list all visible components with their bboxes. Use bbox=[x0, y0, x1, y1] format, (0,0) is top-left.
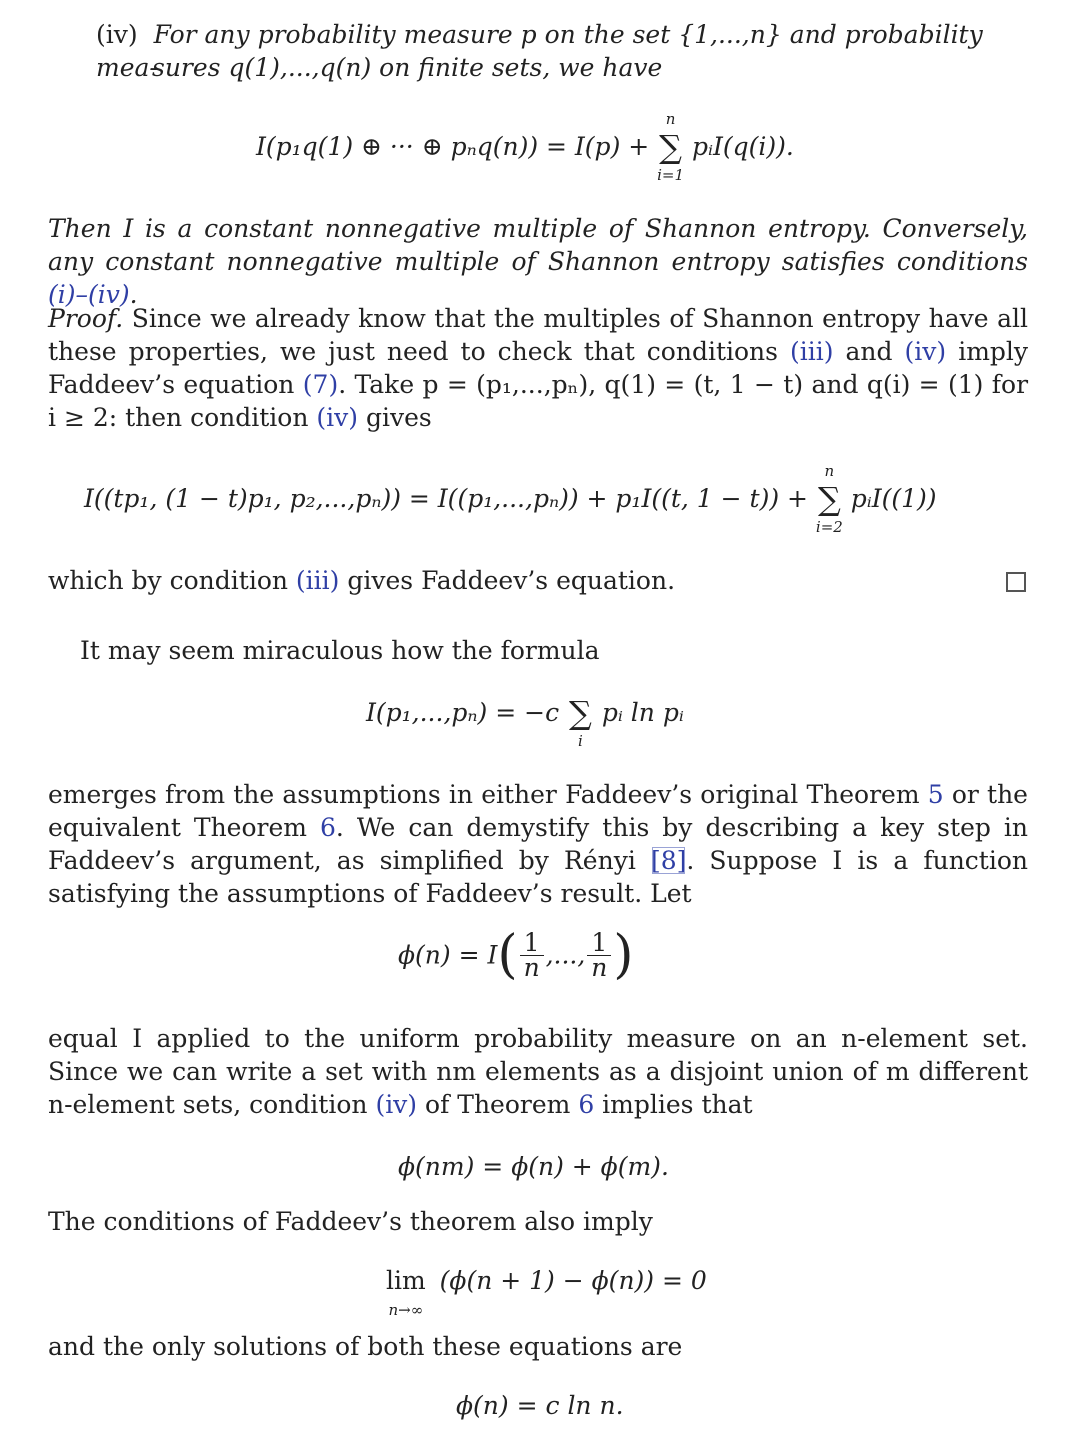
qed-box bbox=[1006, 572, 1026, 592]
theorem-conclusion bbox=[48, 212, 1028, 311]
equation-item-iv-lhs: I(p₁q(1) ⊕ ··· ⊕ pₙq(n)) = I(p) + bbox=[256, 132, 650, 161]
para-only: and the only solutions of both these equations are bbox=[48, 1332, 683, 1361]
para-equal bbox=[48, 1022, 1028, 1121]
fraction-first: $\frac{1}{n}$ bbox=[520, 931, 544, 980]
ref-condition-iv-2[interactable]: (iv) bbox=[316, 403, 359, 432]
emerges-text-1: emerges from the assumptions in either Faddeev’s original Theorem bbox=[48, 780, 920, 809]
proof-text-2: and bbox=[845, 337, 893, 366]
equation-limit bbox=[386, 1264, 707, 1319]
after-eq-text-2: gives Faddeev’s equation. bbox=[347, 566, 676, 595]
ref-theorem-6[interactable]: 6 bbox=[320, 813, 336, 842]
equation-shannon-lhs: I(p₁,...,pₙ) = −c bbox=[366, 698, 560, 727]
para-emerges bbox=[48, 778, 1028, 910]
para-conditions: The conditions of Faddeev’s theorem also imply bbox=[48, 1207, 653, 1236]
equal-text-2: of Theorem bbox=[425, 1090, 571, 1119]
sum2-upper-limit: n bbox=[824, 462, 835, 480]
lim-subscript: n→∞ bbox=[388, 1301, 424, 1319]
limit-operator bbox=[386, 1264, 426, 1319]
equation-item-iv-rhs: pᵢI(q(i)). bbox=[691, 132, 794, 161]
sum-symbol-3: ∑ i bbox=[569, 697, 592, 732]
fraction-last: $\frac{1}{n}$ bbox=[587, 931, 611, 980]
equation-phi-dots: ,..., bbox=[545, 940, 586, 970]
equation-shannon-rhs: pᵢ ln pᵢ bbox=[601, 698, 684, 727]
item-iv-label: (iv) bbox=[96, 20, 138, 49]
equation-proof-lhs: I((tp₁, (1 − t)p₁, p₂,...,pₙ)) = I((p₁,...,pₙ)) + p₁I((t, 1 − t)) + bbox=[84, 484, 808, 513]
ref-condition-iii[interactable]: (iii) bbox=[790, 337, 834, 366]
equation-item-iv bbox=[256, 110, 794, 184]
equal-text-1: equal I applied to the uniform probability measure on an n-element set. Since we can write a set with nm elements as a disjoint union of m different n-element sets, condition bbox=[48, 1024, 1028, 1119]
proof-text-5: gives bbox=[366, 403, 432, 432]
ref-theorem-5[interactable]: 5 bbox=[927, 780, 944, 809]
para-miraculous: It may seem miraculous how the formula bbox=[80, 636, 600, 665]
ref-citation-8[interactable]: [8] bbox=[650, 846, 687, 875]
sum-lower-limit: i=1 bbox=[657, 166, 685, 184]
equal-text-3: implies that bbox=[602, 1090, 753, 1119]
sum2-lower-limit: i=2 bbox=[815, 518, 843, 536]
ref-condition-iv-3[interactable]: (iv) bbox=[375, 1090, 418, 1119]
theorem-conclusion-text: Then I is a constant nonnegative multiple of Shannon entropy. Conversely, any constant nonnegative multiple of Shannon entropy satisfies conditions bbox=[48, 214, 1028, 276]
proof-text-3: imply Faddeev’s equation bbox=[48, 337, 1029, 399]
item-iv-text-line1: For any probability measure p on the set {1,...,n} and probability mea- bbox=[96, 20, 983, 82]
proof-paragraph bbox=[48, 302, 1028, 434]
proof-label: Proof. bbox=[48, 304, 124, 333]
lim-word: lim bbox=[386, 1266, 426, 1295]
equation-proof bbox=[84, 462, 937, 536]
ref-theorem-6-2[interactable]: 6 bbox=[578, 1090, 595, 1119]
after-equation-paragraph bbox=[48, 564, 675, 597]
equation-proof-rhs: pᵢI((1)) bbox=[850, 484, 937, 513]
equation-phi-lhs: ϕ(n) = I bbox=[398, 940, 498, 970]
sum3-lower-limit: i bbox=[578, 732, 583, 750]
ref-condition-iii-2[interactable]: (iii) bbox=[295, 566, 340, 595]
ref-conditions-i-iv[interactable]: (i)–(iv) bbox=[48, 280, 130, 309]
sum-symbol-2: n ∑ i=2 bbox=[818, 483, 841, 518]
ref-condition-iv[interactable]: (iv) bbox=[904, 337, 947, 366]
item-iv-text-line2: sures q(1),...,q(n) on finite sets, we have bbox=[152, 53, 663, 82]
equation-limit-rhs: (ϕ(n + 1) − ϕ(n)) = 0 bbox=[439, 1266, 707, 1295]
ref-equation-7[interactable]: (7) bbox=[302, 370, 339, 399]
equation-phi-additive: ϕ(nm) = ϕ(n) + ϕ(m). bbox=[398, 1152, 669, 1181]
equation-phi-def: ϕ(n) = I( $\frac{1}{n}$ ,..., $\frac{1}{n}$ ) bbox=[398, 925, 634, 985]
after-eq-text-1: which by condition bbox=[48, 566, 288, 595]
proof-text-1: Since we already know that the multiples of Shannon entropy have all these properties, we just need to check that conditions bbox=[48, 304, 1029, 366]
emerges-text-3: . We can demystify this by describing a key step in Faddeev’s argument, as simplified by Rényi bbox=[48, 813, 1028, 875]
equation-shannon bbox=[366, 694, 684, 750]
emerges-text-4: . Suppose I is a function satisfying the assumptions of Faddeev’s result. Let bbox=[48, 846, 1028, 908]
proof-text-4: . Take p = (p₁,...,pₙ), q(1) = (t, 1 − t) and q(i) = (1) for i ≥ 2: then condition bbox=[48, 370, 1029, 432]
equation-solution: ϕ(n) = c ln n. bbox=[456, 1391, 624, 1420]
theorem-conclusion-period: . bbox=[129, 280, 138, 309]
sum-upper-limit: n bbox=[665, 110, 676, 128]
sum-symbol: n ∑ i=1 bbox=[659, 131, 682, 166]
emerges-text-2: or the equivalent Theorem bbox=[48, 780, 1028, 842]
